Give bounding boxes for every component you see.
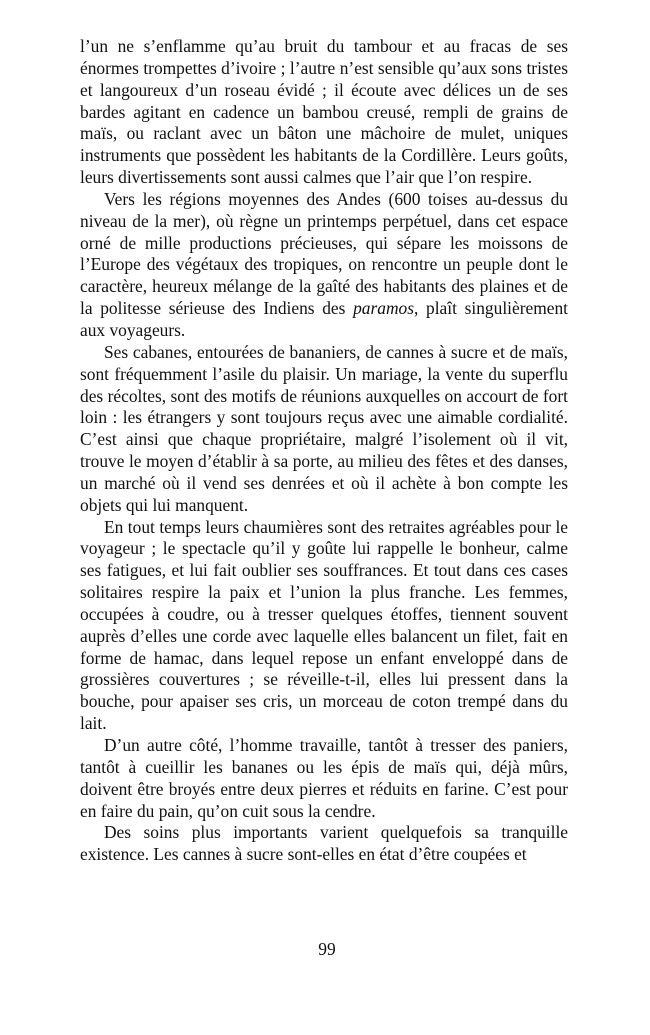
text-run: , plaît singulièrement aux voyageurs.: [80, 298, 568, 340]
page-body: [80, 36, 568, 866]
paragraph: [80, 342, 568, 517]
text-run: Des soins plus importants varient quelquefois sa tranquille existence. Les cannes à sucre sont-elles en état d’être coupées et: [80, 822, 568, 865]
page-number: 99: [318, 939, 336, 959]
paragraph: [80, 822, 568, 866]
text-run: l’un ne s’enflamme qu’au bruit du tambour et au fracas de ses énormes trompettes d’ivoire ; l’autre n’est sensible qu’aux sons tristes et langoureux d’un roseau évidé ; il écoute avec délices un de ses bardes agitant en cadence un bambou creusé, rempli de grains de maïs, ou raclant avec un bâton une mâchoire de mulet, uniques instruments que possèdent les habitants de la Cordillère. Leurs goûts, leurs divertissements sont aussi calmes que l’air que l’on respire.: [80, 36, 568, 188]
paragraph: [80, 36, 568, 189]
text-run: Ses cabanes, entourées de bananiers, de cannes à sucre et de maïs, sont fréquemment l’asile du plaisir. Un mariage, la vente du superflu des récoltes, sont des motifs de réunions auxquelles on accourt de fort loin : les étrangers y sont toujours reçus avec une aimable cordialité. C’est ainsi que chaque propriétaire, malgré l’isolement où il vit, trouve le moyen d’établir à sa porte, au milieu des fêtes et des danses, un marché où il vend ses denrées et où il achète à bon compte les objets qui lui manquent.: [80, 341, 568, 515]
text-run: En tout temps leurs chaumières sont des retraites agréables pour le voyageur ; le spectacle qu’il y goûte lui rappelle le bonheur, calme ses fatigues, et lui fait oublier ses souffrances. Et tout dans ces cases solitaires respire la paix et l’union la plus franche. Les femmes, occupées à coudre, ou à tresser quelques étoffes, tiennent souvent auprès d’elles une corde avec laquelle elles balancent un filet, fait en forme de hamac, dans lequel repose un enfant enveloppé dans de grossières couvertures ; se réveille-t-il, elles lui pressent dans la bouche, pour apaiser ses cris, un morceau de coton trempé dans du lait.: [80, 516, 568, 734]
paragraph: [80, 735, 568, 822]
text-run: Vers les régions moyennes des Andes (600 toises au-dessus du niveau de la mer), où règne un printemps perpétuel, dans cet espace orné de mille productions précieuses, qui sépare les moissons de l’Europe des végétaux des tropiques, on rencontre un peuple dont le caractère, heureux mélange de la gaîté des habitants des plaines et de la politesse sérieuse des Indiens des: [80, 188, 568, 319]
italic-term: paramos: [353, 298, 414, 319]
paragraph: [80, 189, 568, 342]
text-run: D’un autre côté, l’homme travaille, tantôt à tresser des paniers, tantôt à cueillir les bananes ou les épis de maïs qui, déjà mûrs, doivent être broyés entre deux pierres et réduits en farine. C’est pour en faire du pain, qu’on cuit sous la cendre.: [80, 735, 568, 821]
paragraph: [80, 517, 568, 735]
